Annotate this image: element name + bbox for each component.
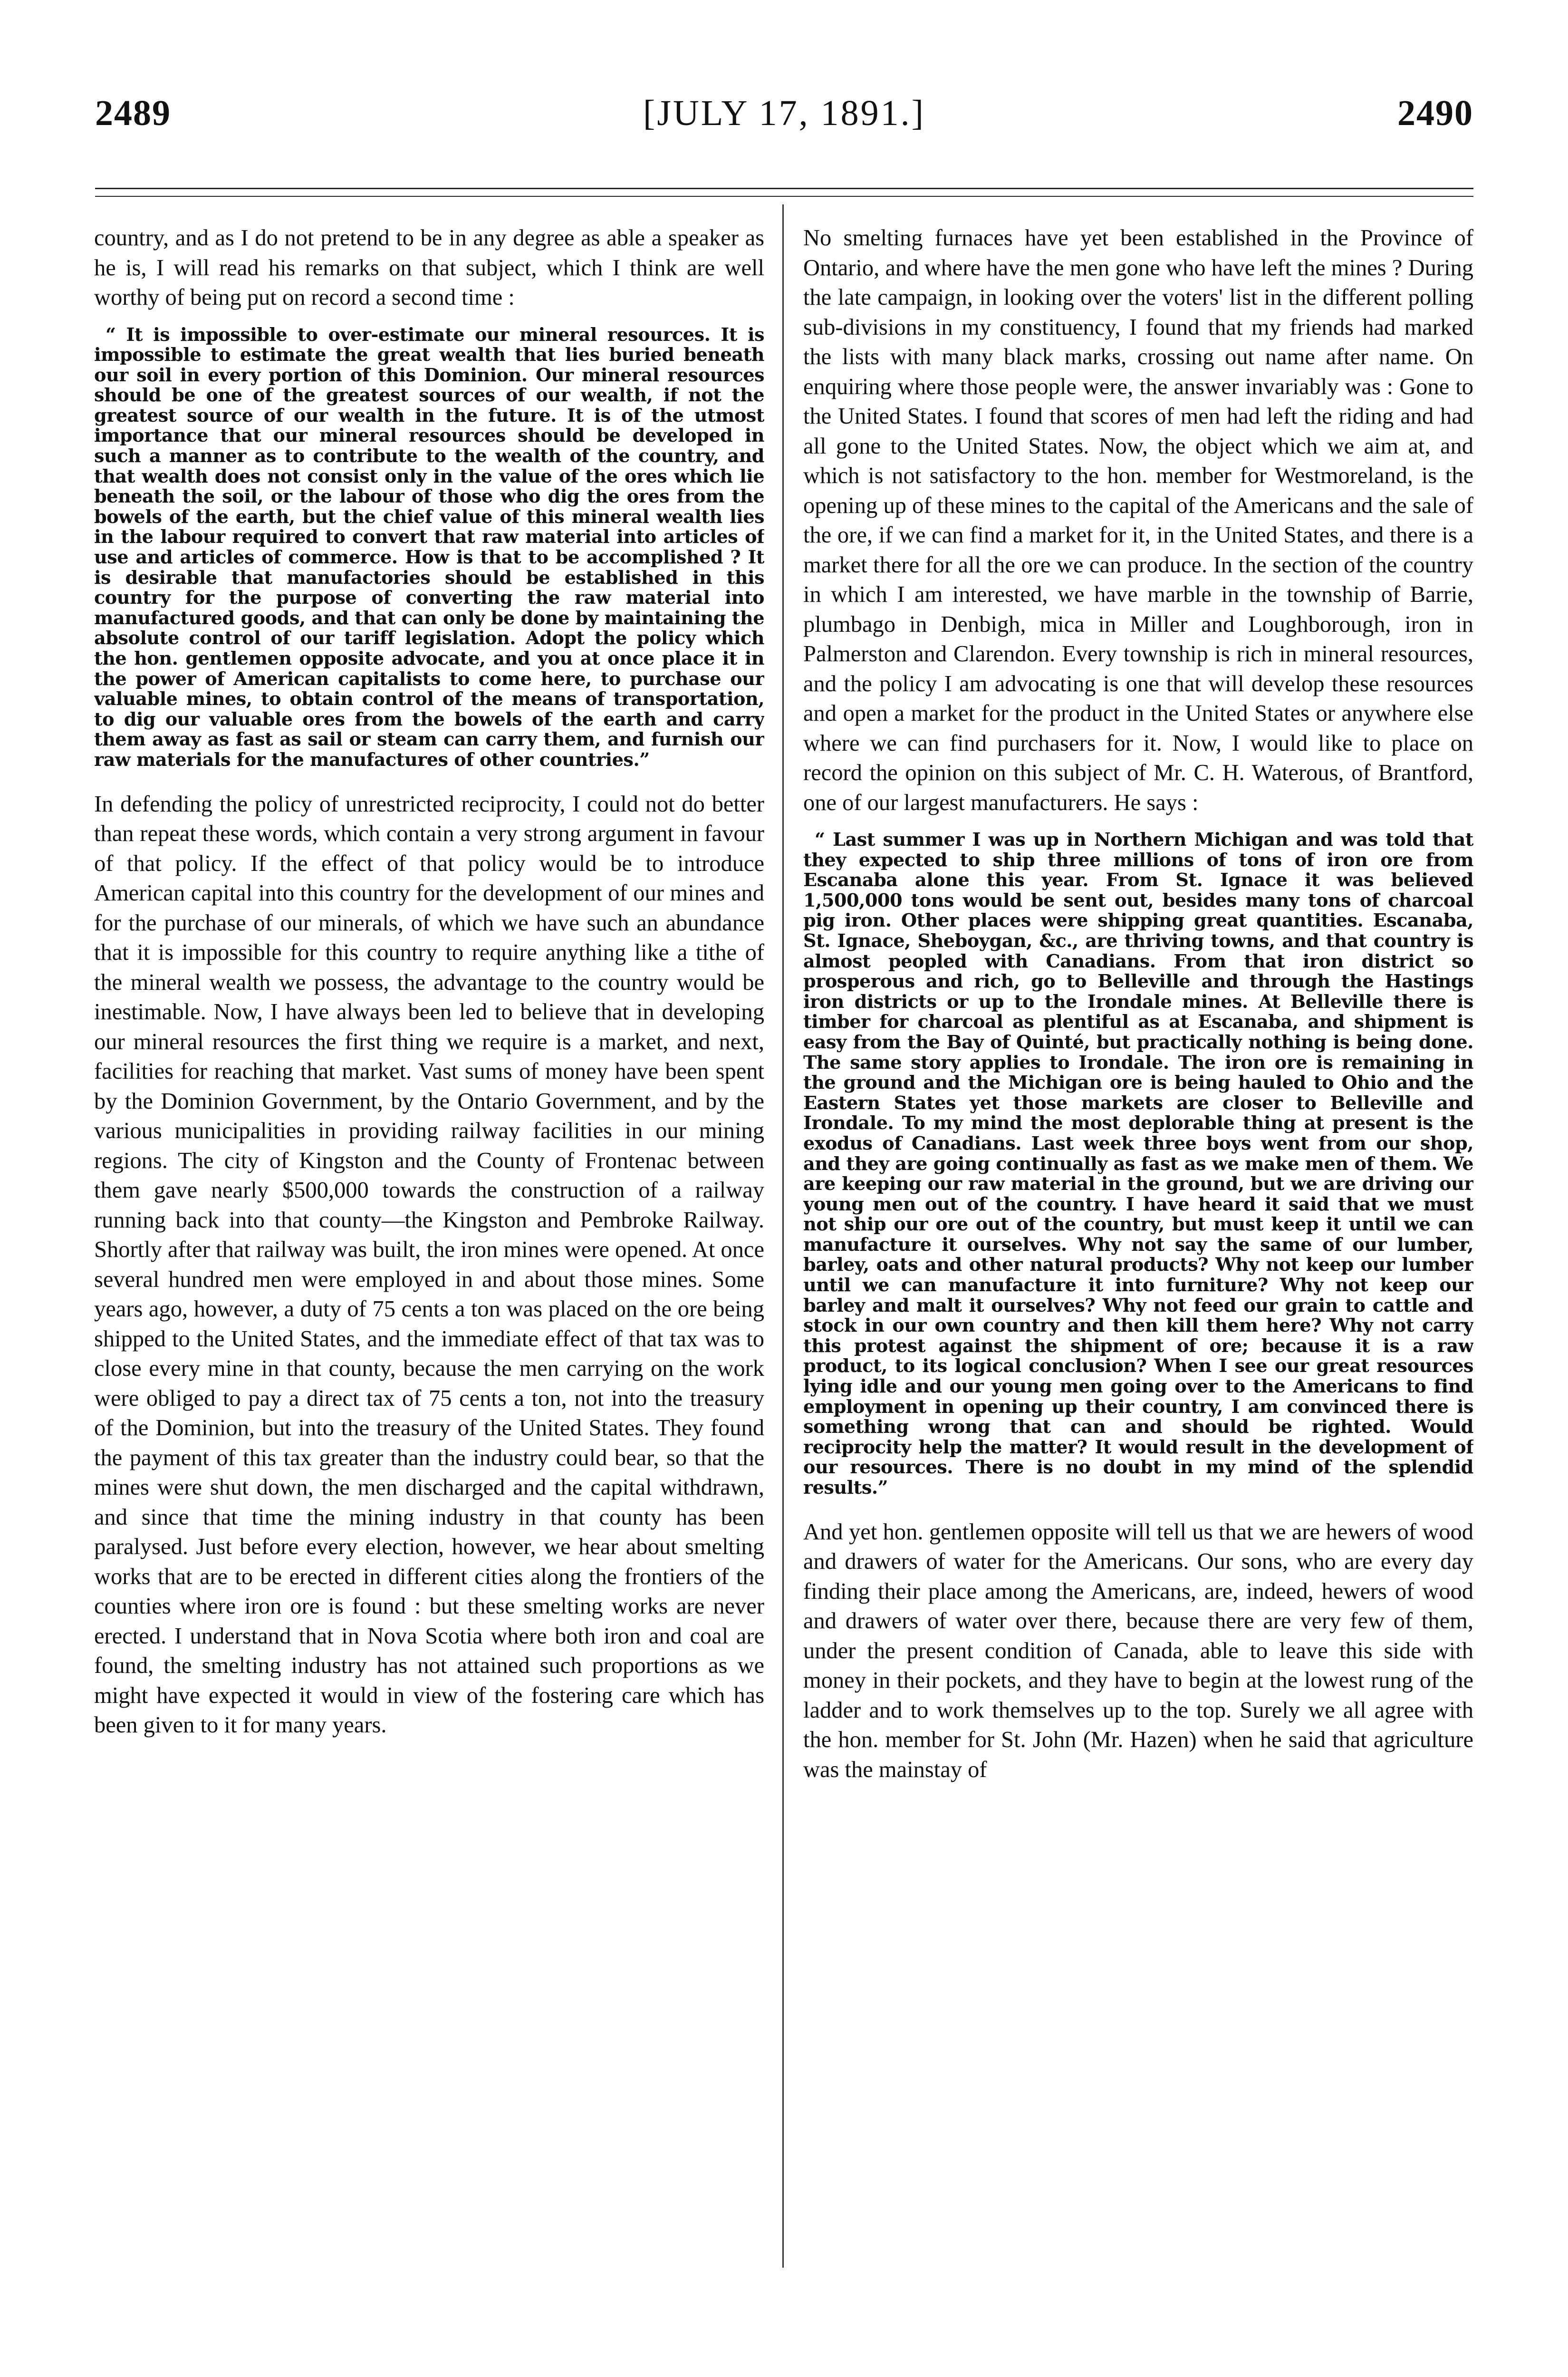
left-column	[94, 223, 764, 2268]
page-number-right: 2490	[1397, 93, 1473, 133]
right-paragraph-2: And yet hon. gentlemen opposite will tell us that we are hewers of wood and drawers of water for the Americans. Our sons, who are every day finding their place among the Americans, are, indeed, hewers of wood and drawers of water over there, because there are very few of them, under the present condition of Canada, able to leave this side with money in their pockets, and they have to begin at the lowest rung of the ladder and to work themselves up to the top. Surely we all agree with the hon. member for St. John (Mr. Hazen) when he said that agriculture was the mainstay of	[803, 1519, 1473, 1782]
column-divider	[782, 204, 784, 2268]
header-rule-bottom	[95, 196, 1473, 197]
right-column	[803, 223, 1473, 2268]
page-date: [JULY 17, 1891.]	[643, 93, 925, 133]
left-paragraph-2: In defending the policy of unrestricted reciprocity, I could not do better than repeat these words, which contain a very strong argument in favour of that policy. If the effect of that policy would be to introduce American capital into this country for the development of our mines and for the purchase of our minerals, of which we have such an abundance that it is impossible for this country to require anything like a tithe of the mineral wealth we possess, the advantage to the country would be inestimable. Now, I have always been led to believe that in developing our mineral resources the first thing we require is a market, and next, facilities for reaching that market. Vast sums of money have been spent by the Dominion Government, by the Ontario Government, and by the various municipalities in providing railway facilities in our mining regions. The city of Kingston and the County of Frontenac between them gave nearly $500,000 towards the construction of a railway running back into that county—the Kingston and Pembroke Railway. Shortly after that railway was built, the iron mines were opened. At once several hundred men were employed in and about those mines. Some years ago, however, a duty of 75 cents a ton was placed on the ore being shipped to the United States, and the immediate effect of that tax was to close every mine in that county, because the men carrying on the work were obliged to pay a direct tax of 75 cents a ton, not into the treasury of the Dominion, but into the treasury of the United States. They found the payment of this tax greater than the industry could bear, so that the mines were shut down, the men discharged and the capital withdrawn, and since that time the mining industry in that county has been paralysed. Just before every election, however, we hear about smelting works that are to be erected in different cities along the frontiers of the counties where iron ore is found : but these smelting works are never erected. I understand that in Nova Scotia where both iron and coal are found, the smelting industry has not attained such proportions as we might have expected it would in view of the fostering care which has been given to it for many years.	[94, 791, 764, 1738]
left-quotation: “ It is impossible to over-estimate our mineral resources. It is impossible to estimate the great wealth that lies buried beneath our soil in every portion of this Dominion. Our mineral resources should be one of the greatest sources of our wealth, if not the greatest source of our wealth in the future. It is of the utmost importance that our mineral resources should be developed in such a manner as to contribute to the wealth of the country, and that wealth does not consist only in the value of the ores which lie beneath the soil, or the labour of those who dig the ores from the bowels of the earth, but the chief value of this mineral wealth lies in the labour required to convert that raw material into articles of use and articles of commerce. How is that to be accomplished ? It is desirable that manufactories should be established in this country for the purpose of converting the raw material into manufactured goods, and that can only be done by maintaining the absolute control of our tariff legislation. Adopt the policy which the hon. gentlemen opposite advocate, and you at once place it in the power of American capitalists to come here, to purchase our valuable mines, to obtain control of the means of transportation, to dig our valuable ores from the bowels of the earth and carry them away as fast as sail or steam can carry them, and furnish our raw materials for the manufactures of other countries.”	[94, 324, 764, 771]
left-paragraph-1: country, and as I do not pretend to be in any degree as able a speaker as he is, I will read his remarks on that subject, which I think are well worthy of being put on record a second time :	[94, 225, 764, 310]
right-paragraph-1: No smelting furnaces have yet been established in the Province of Ontario, and where have the men gone who have left the mines ? During the late campaign, in looking over the voters' list in the different polling sub-divisions in my constituency, I found that my friends had marked the lists with many black marks, crossing out name after name. On enquiring where those people were, the answer invariably was : Gone to the United States. I found that scores of men had left the riding and had all gone to the United States. Now, the object which we aim at, and which is not satisfactory to the hon. member for Westmoreland, is the opening up of these mines to the capital of the Americans and the sale of the ore, if we can find a market for it, in the United States, and there is a market there for all the ore we can produce. In the section of the country in which I am interested, we have marble in the township of Barrie, plumbago in Denbigh, mica in Miller and Loughborough, iron in Palmerston and Clarendon. Every township is rich in mineral resources, and the policy I am advocating is one that will develop these resources and open a market for the product in the United States or anywhere else where we can find purchasers for it. Now, I would like to place on record the opinion on this subject of Mr. C. H. Waterous, of Brantford, one of our largest manufacturers. He says :	[803, 225, 1473, 815]
header-rule-top	[95, 188, 1473, 189]
page-header	[95, 93, 1473, 145]
right-quotation: “ Last summer I was up in Northern Michigan and was told that they expected to ship three millions of tons of iron ore from Escanaba alone this year. From St. Ignace it was believed 1,500,000 tons would be sent out, besides many tons of charcoal pig iron. Other places were shipping great quantities. Escanaba, St. Ignace, Sheboygan, &c., are thriving towns, and that country is almost peopled with Canadians. From that iron district so prosperous and rich, go to Belleville and through the Hastings iron districts or up to the Irondale mines. At Belleville there is timber for charcoal as plentiful as at Escanaba, and shipment is easy from the Bay of Quinté, but practically nothing is being done. The same story applies to Irondale. The iron ore is remaining in the ground and the Michigan ore is being hauled to Ohio and the Eastern States yet those markets are closer to Belleville and Irondale. To my mind the most deplorable thing at present is the exodus of Canadians. Last week three boys went from our shop, and they are going continually as fast as we make men of them. We are keeping our raw material in the ground, but we are driving our young men out of the country. I have heard it said that we must not ship our ore out of the country, but must keep it until we can manufacture it ourselves. Why not say the same of our lumber, barley, oats and other natural products? Why not keep our lumber until we can manufacture it into furniture? Why not keep our barley and malt it ourselves? Why not feed our grain to cattle and stock in our own country and then kill them here? Why not carry this protest against the shipment of ore; because it is a raw product, to its logical conclusion? When I see our great resources lying idle and our young men going over to the Americans to find employment in opening up their country, I am convinced there is something wrong that can and should be righted. Would reciprocity help the matter? It would result in the development of our resources. There is no doubt in my mind of the splendid results.”	[803, 829, 1473, 1498]
page-number-left: 2489	[95, 93, 171, 133]
